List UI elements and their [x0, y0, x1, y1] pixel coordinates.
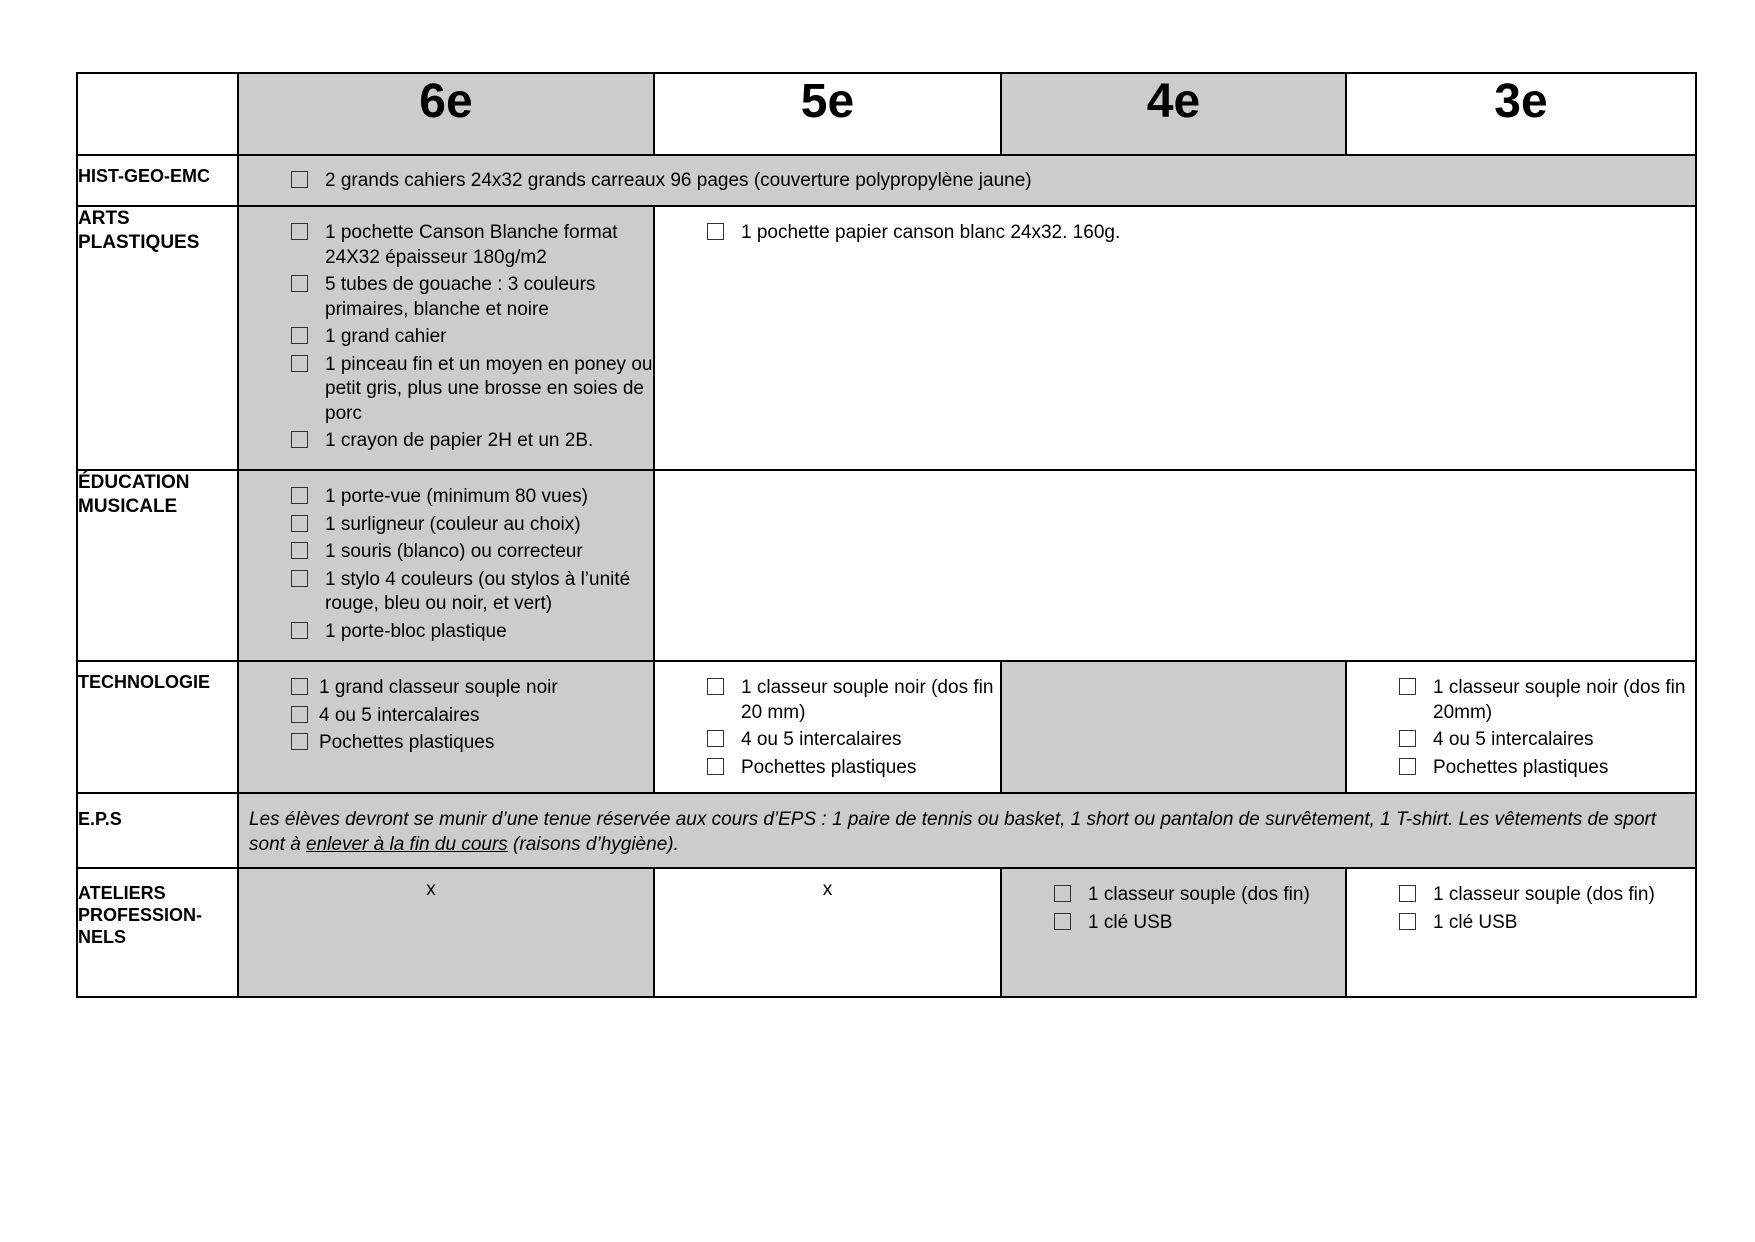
grade-4e-header: 4e	[1001, 73, 1346, 155]
ateliers-5e-none-mark: x	[822, 879, 833, 900]
checkbox[interactable]	[707, 678, 724, 695]
techno-6e-list	[239, 662, 653, 756]
checkbox[interactable]	[291, 570, 308, 587]
checkbox[interactable]	[291, 275, 308, 292]
checklist-item: Pochettes plastiques	[239, 731, 653, 756]
checkbox[interactable]	[291, 706, 308, 723]
corner-cell	[77, 73, 238, 155]
checkbox[interactable]	[1399, 678, 1416, 695]
checkbox[interactable]	[1399, 730, 1416, 747]
techno-5e-cell	[654, 661, 1001, 793]
grade-3e-header: 3e	[1346, 73, 1696, 155]
checklist-item: 4 ou 5 intercalaires	[1347, 728, 1695, 753]
ateliers-6e-none-mark: x	[426, 879, 436, 900]
checklist-item: 1 grand classeur souple noir	[239, 676, 653, 701]
techno-6e-cell	[238, 661, 654, 793]
checklist-item: 4 ou 5 intercalaires	[655, 728, 1000, 753]
checklist-item: 1 classeur souple noir (dos fin 20 mm)	[655, 676, 1000, 725]
ateliers-5e-cell	[654, 868, 1001, 997]
checkbox[interactable]	[291, 223, 308, 240]
checklist-item: 1 porte-bloc plastique	[239, 620, 653, 645]
checklist-item: 1 classeur souple (dos fin)	[1347, 883, 1695, 908]
checkbox[interactable]	[1054, 885, 1071, 902]
ateliers-4e-cell	[1001, 868, 1346, 997]
checkbox[interactable]	[707, 758, 724, 775]
checklist-item: 1 pochette papier canson blanc 24x32. 160g.	[655, 221, 1695, 246]
supplies-table	[76, 72, 1697, 998]
checkbox[interactable]	[707, 223, 724, 240]
checkbox[interactable]	[291, 431, 308, 448]
checkbox[interactable]	[291, 678, 308, 695]
checklist-item: 1 souris (blanco) ou correcteur	[239, 540, 653, 565]
checkbox[interactable]	[291, 171, 308, 188]
row-ateliers	[77, 868, 1696, 997]
checklist-item: 1 surligneur (couleur au choix)	[239, 513, 653, 538]
header-row	[77, 73, 1696, 155]
eps-all-grades-cell	[238, 793, 1696, 868]
checkbox[interactable]	[291, 622, 308, 639]
techno-5e-list	[655, 662, 1000, 780]
checkbox[interactable]	[1054, 913, 1071, 930]
checklist-item: 1 crayon de papier 2H et un 2B.	[239, 429, 653, 454]
subject-label-musique: ÉDUCATION MUSICALE	[77, 470, 238, 661]
row-education-musicale	[77, 470, 1696, 661]
musique-5e-3e-cell	[654, 470, 1696, 661]
arts-5e-3e-cell	[654, 206, 1696, 470]
ateliers-4e-list	[1002, 869, 1345, 935]
hist-geo-all-grades-cell	[238, 155, 1696, 206]
row-technologie	[77, 661, 1696, 793]
checkbox[interactable]	[1399, 913, 1416, 930]
musique-6e-cell	[238, 470, 654, 661]
ateliers-3e-list	[1347, 869, 1695, 935]
checklist-item: 1 grand cahier	[239, 325, 653, 350]
checkbox[interactable]	[1399, 885, 1416, 902]
checklist-item: 1 stylo 4 couleurs (ou stylos à l’unité rouge, bleu ou noir, et vert)	[239, 568, 653, 617]
checklist-item: 1 pinceau fin et un moyen en poney ou petit gris, plus une brosse en soies de porc	[239, 353, 653, 427]
checkbox[interactable]	[291, 542, 308, 559]
musique-6e-list	[239, 471, 653, 644]
ateliers-3e-cell	[1346, 868, 1696, 997]
subject-label-eps: E.P.S	[77, 793, 238, 868]
checklist-item: 1 classeur souple noir (dos fin 20mm)	[1347, 676, 1695, 725]
subject-label-hist-geo: HIST-GEO-EMC	[77, 155, 238, 206]
checkbox[interactable]	[291, 733, 308, 750]
techno-3e-cell	[1346, 661, 1696, 793]
hist-geo-list	[239, 156, 1695, 194]
checklist-item: 1 classeur souple (dos fin)	[1002, 883, 1345, 908]
checklist-item: 1 porte-vue (minimum 80 vues)	[239, 485, 653, 510]
checklist-item: 1 pochette Canson Blanche format 24X32 épaisseur 180g/m2	[239, 221, 653, 270]
checkbox[interactable]	[707, 730, 724, 747]
subject-label-ateliers: ATELIERS PROFESSION- NELS	[77, 868, 238, 997]
eps-underlined-phrase: enlever à la fin du cours	[306, 834, 508, 855]
arts-6e-cell	[238, 206, 654, 470]
checklist-item: Pochettes plastiques	[1347, 756, 1695, 781]
checkbox[interactable]	[291, 327, 308, 344]
checklist-item: 4 ou 5 intercalaires	[239, 704, 653, 729]
grade-5e-header: 5e	[654, 73, 1001, 155]
row-arts-plastiques	[77, 206, 1696, 470]
row-hist-geo	[77, 155, 1696, 206]
checklist-item: Pochettes plastiques	[655, 756, 1000, 781]
techno-4e-cell	[1001, 661, 1346, 793]
checkbox[interactable]	[291, 355, 308, 372]
subject-label-arts: ARTS PLASTIQUES	[77, 206, 238, 470]
arts-6e-list	[239, 207, 653, 454]
checkbox[interactable]	[291, 487, 308, 504]
row-eps	[77, 793, 1696, 868]
checkbox[interactable]	[1399, 758, 1416, 775]
checklist-item: 1 clé USB	[1347, 911, 1695, 936]
grade-6e-header: 6e	[238, 73, 654, 155]
subject-label-techno: TECHNOLOGIE	[77, 661, 238, 793]
techno-3e-list	[1347, 662, 1695, 780]
checklist-item: 1 clé USB	[1002, 911, 1345, 936]
checkbox[interactable]	[291, 515, 308, 532]
checklist-item: 5 tubes de gouache : 3 couleurs primaires, blanche et noire	[239, 273, 653, 322]
arts-5e-3e-list	[655, 207, 1695, 246]
ateliers-6e-cell	[238, 868, 654, 997]
eps-instructions: Les élèves devront se munir d’une tenue réservée aux cours d’EPS : 1 paire de tennis ou basket, 1 short ou pantalon de survêtement, 1 T-shirt. Les vêtements de sport sont à enlever à la fin du cours (raisons d’hygiène).	[249, 809, 1657, 855]
checklist-item: 2 grands cahiers 24x32 grands carreaux 96 pages (couverture polypropylène jaune)	[239, 169, 1695, 194]
